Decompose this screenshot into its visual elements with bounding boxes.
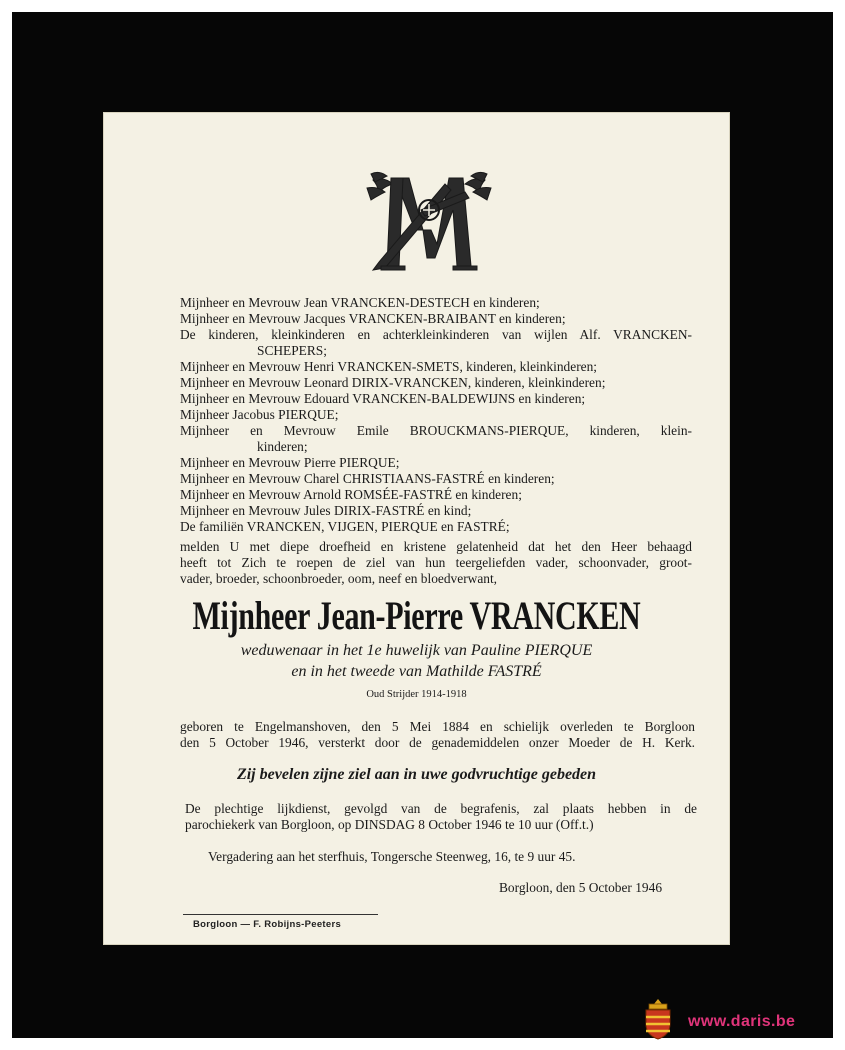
birth-death-line: den 5 October 1946, versterkt door de genademiddelen onzer Moeder de H. Kerk. (180, 735, 695, 750)
funeral-line: parochiekerk van Borgloon, op DINSDAG 8 October 1946 te 10 uur (Off.t.) (185, 817, 594, 832)
veteran-line: Oud Strijder 1914-1918 (366, 689, 467, 700)
memorial-card (103, 112, 730, 945)
family-line: Mijnheer en Mevrouw Henri VRANCKEN-SMETS, kinderen, kleinkinderen; (180, 359, 598, 374)
gathering-line: Vergadering aan het sterfhuis, Tongersche Steenweg, 16, te 9 uur 45. (208, 849, 576, 864)
crest-icon (643, 998, 673, 1040)
funeral-line: De plechtige lijkdienst, gevolgd van de begrafenis, zal plaats hebben in de (185, 801, 697, 816)
family-line: Mijnheer en Mevrouw Pierre PIERQUE; (180, 455, 400, 470)
announcement-line: vader, broeder, schoonbroeder, oom, neef en bloedverwant, (180, 571, 498, 586)
family-line: Mijnheer Jacobus PIERQUE; (180, 407, 339, 422)
family-line: Mijnheer en Mevrouw Jean VRANCKEN-DESTECH en kinderen; (180, 295, 540, 310)
deceased-name: Mijnheer Jean-Pierre VRANCKEN (192, 594, 641, 639)
printer-imprint: Borgloon — F. Robijns-Peeters (193, 919, 342, 930)
family-line: Mijnheer en Mevrouw Charel CHRISTIAANS-FASTRÉ en kinderen; (180, 471, 555, 486)
family-line: kinderen; (257, 439, 308, 454)
prayer-line: Zij bevelen zijne ziel aan in uwe godvruchtige gebeden (236, 766, 597, 783)
family-line: Mijnheer en Mevrouw Arnold ROMSÉE-FASTRÉ en kinderen; (180, 487, 522, 502)
watermark-link[interactable]: www.daris.be (688, 1013, 796, 1030)
spouse-line: en in het tweede van Mathilde FASTRÉ (291, 663, 542, 680)
family-line: SCHEPERS; (257, 343, 327, 358)
family-line: Mijnheer en Mevrouw Edouard VRANCKEN-BALDEWIJNS en kinderen; (180, 391, 586, 406)
spouse-line: weduwenaar in het 1e huwelijk van Pauline PIERQUE (240, 642, 593, 659)
birth-death-line: geboren te Engelmanshoven, den 5 Mei 1884 en schielijk overleden te Borgloon (180, 719, 695, 734)
family-line: Mijnheer en Mevrouw Jules DIRIX-FASTRÉ en kind; (180, 503, 472, 518)
announcement-line: melden U met diepe droefheid en kristene gelatenheid dat het den Heer behaagd (180, 539, 692, 554)
family-line: Mijnheer en Mevrouw Jacques VRANCKEN-BRAIBANT en kinderen; (180, 311, 566, 326)
printer-rule (183, 914, 378, 915)
monogram-icon (365, 170, 493, 274)
place-date-line: Borgloon, den 5 October 1946 (499, 880, 663, 895)
family-line: Mijnheer en Mevrouw Emile BROUCKMANS-PIERQUE, kinderen, klein- (180, 423, 692, 438)
family-line: Mijnheer en Mevrouw Leonard DIRIX-VRANCKEN, kinderen, kleinkinderen; (180, 375, 606, 390)
family-line: De familiën VRANCKEN, VIJGEN, PIERQUE en FASTRÉ; (180, 519, 510, 534)
announcement-line: heeft tot Zich te roepen de ziel van hun teergeliefden vader, schoonvader, groot- (180, 555, 692, 570)
family-line: De kinderen, kleinkinderen en achterkleinkinderen van wijlen Alf. VRANCKEN- (180, 327, 692, 342)
